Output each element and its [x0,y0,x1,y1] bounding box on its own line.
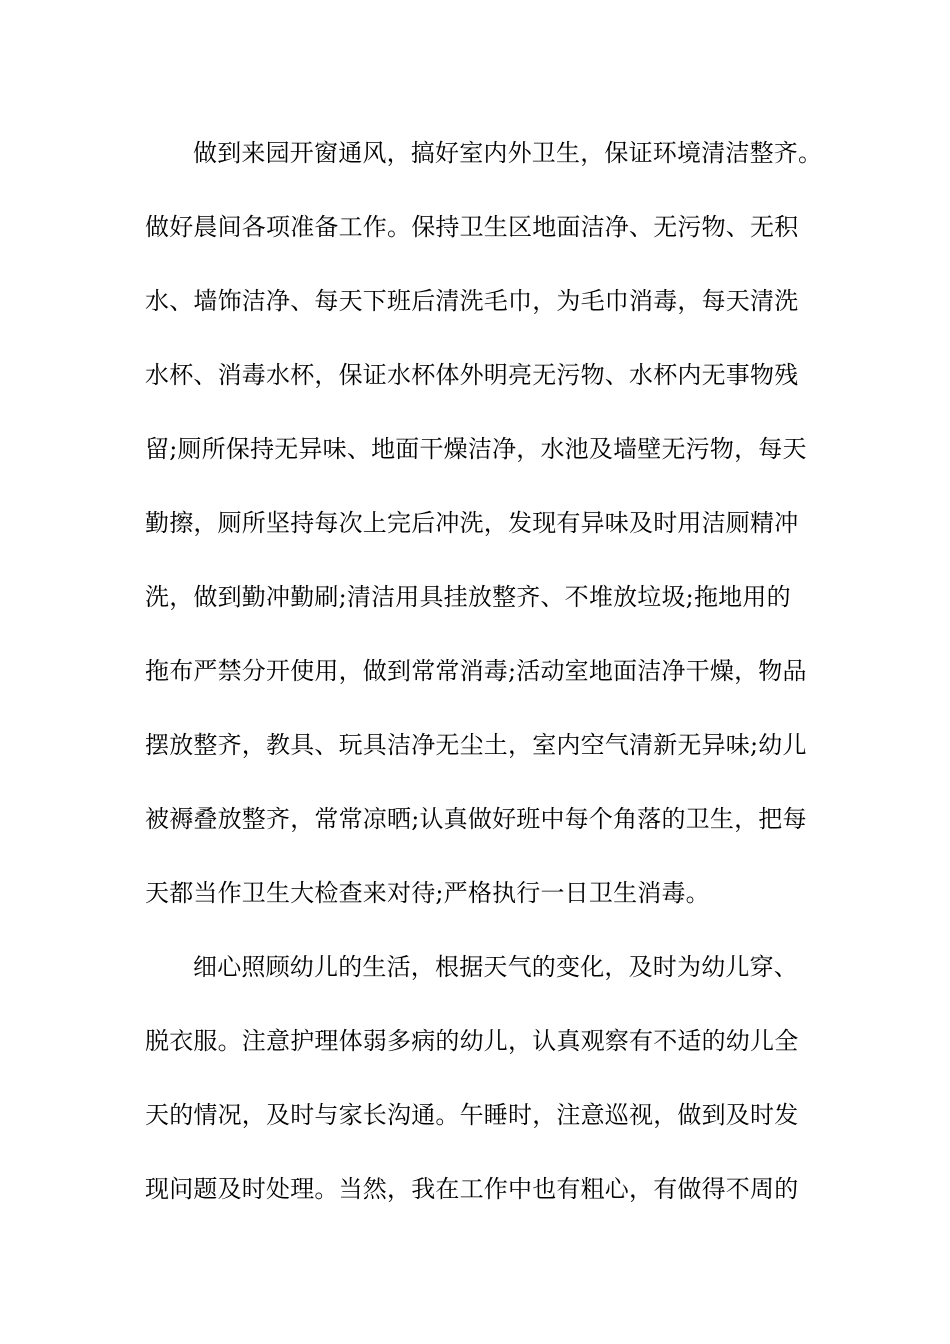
paragraph-2-line-3: 天的情况，及时与家长沟通。午睡时，注意巡视，做到及时发 [145,1101,799,1129]
paragraph-1-line-4: 水杯、消毒水杯，保证水杯体外明亮无污物、水杯内无事物残 [145,361,799,389]
document-body [145,128,823,1238]
paragraph-2-line-1: 细心照顾幼儿的生活，根据天气的变化，及时为幼儿穿、 [193,953,798,981]
paragraph-1-line-1: 做到来园开窗通风，搞好室内外卫生，保证环境清洁整齐。 [193,139,823,167]
paragraph-1-line-9: 摆放整齐，教具、玩具洁净无尘土，室内空气清新无异味;幼儿 [145,731,807,759]
paragraph-1-line-11: 天都当作卫生大检查来对待;严格执行一日卫生消毒。 [145,879,710,907]
paragraph-1-line-2: 做好晨间各项准备工作。保持卫生区地面洁净、无污物、无积 [145,213,799,241]
paragraph-1-line-6: 勤擦，厕所坚持每次上完后冲洗，发现有异味及时用洁厕精冲 [145,509,799,537]
paragraph-1-line-10: 被褥叠放整齐，常常凉晒;认真做好班中每个角落的卫生，把每 [145,805,807,833]
paragraph-2-line-4: 现问题及时处理。当然，我在工作中也有粗心，有做得不周的 [145,1175,799,1203]
paragraph-1-line-3: 水、墙饰洁净、每天下班后清洗毛巾，为毛巾消毒，每天清洗 [145,287,799,315]
paragraph-1-line-7: 洗，做到勤冲勤刷;清洁用具挂放整齐、不堆放垃圾;拖地用的 [145,583,791,611]
paragraph-2-line-2: 脱衣服。注意护理体弱多病的幼儿，认真观察有不适的幼儿全 [145,1027,799,1055]
paragraph-1-line-5: 留;厕所保持无异味、地面干燥洁净，水池及墙壁无污物，每天 [145,435,807,463]
paragraph-1-line-8: 拖布严禁分开使用，做到常常消毒;活动室地面洁净干燥，物品 [145,657,807,685]
